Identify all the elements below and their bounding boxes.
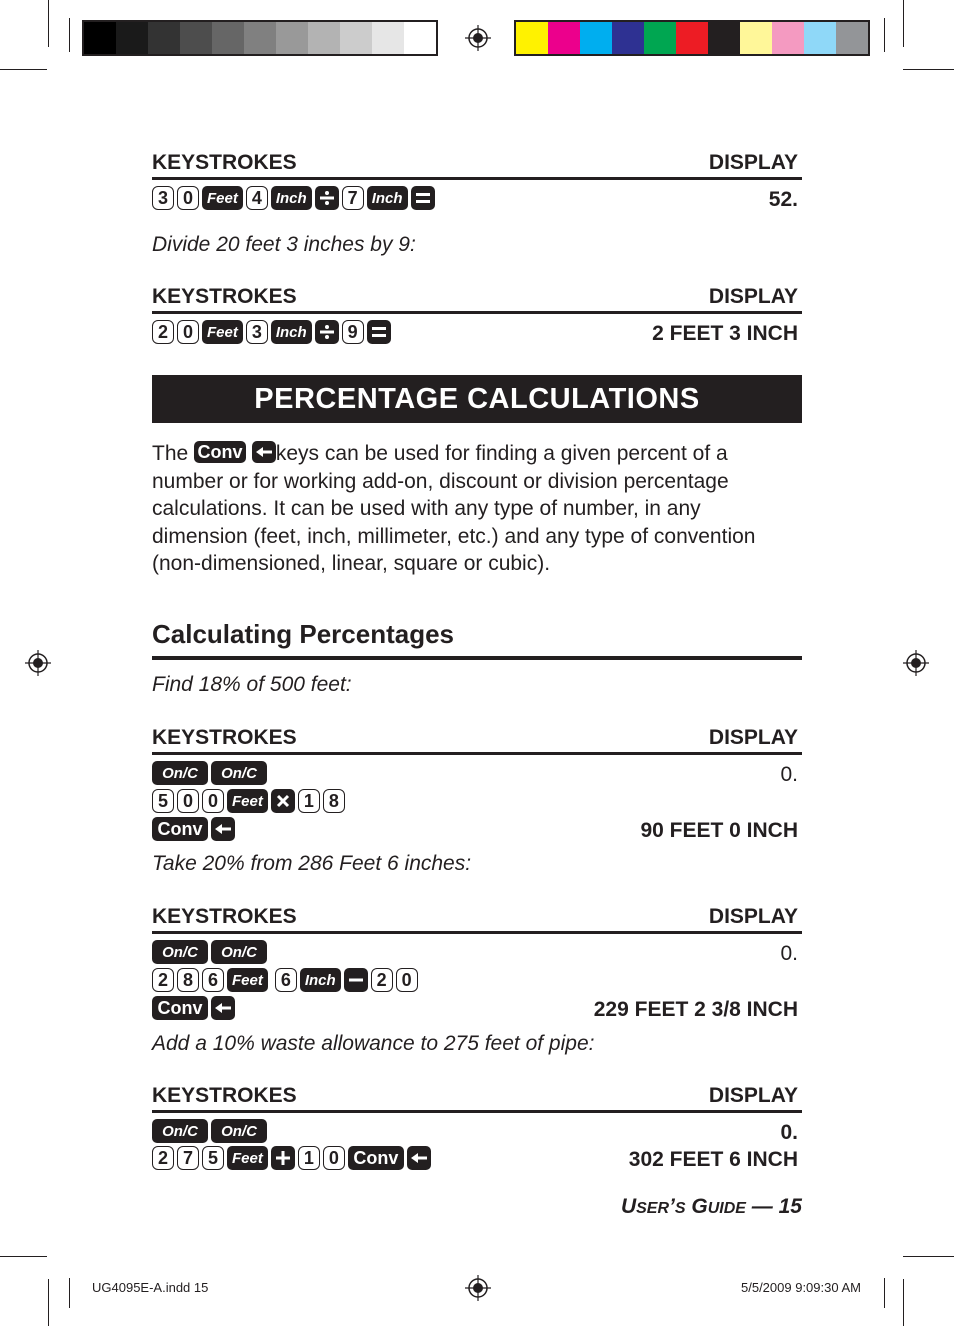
key-0: 0 bbox=[202, 789, 224, 813]
key-5: 5 bbox=[152, 789, 174, 813]
footer-apostrophe: ’ bbox=[669, 1195, 675, 1218]
registration-mark-icon bbox=[25, 650, 51, 676]
keystrokes-label: KEYSTROKES bbox=[152, 726, 297, 749]
keystrokes-header bbox=[152, 720, 802, 755]
keystrokes-header bbox=[152, 1078, 802, 1113]
key-1: 1 bbox=[298, 789, 320, 813]
display-value: 90 FEET 0 INCH bbox=[640, 819, 798, 842]
key-2: 2 bbox=[152, 320, 174, 344]
process-swatch bbox=[516, 22, 548, 54]
key-8: 8 bbox=[177, 968, 199, 992]
footer-letter: U bbox=[620, 1195, 637, 1218]
key-on-clear: On/C bbox=[152, 761, 208, 785]
divide-key-icon bbox=[315, 186, 339, 210]
key-0: 0 bbox=[177, 789, 199, 813]
subheading: Calculating Percentages bbox=[152, 619, 802, 660]
key-conv: Conv bbox=[152, 817, 208, 841]
minus-key-icon bbox=[344, 968, 368, 992]
key-3: 3 bbox=[152, 186, 174, 210]
keystroke-row bbox=[152, 1119, 802, 1147]
process-swatch bbox=[644, 22, 676, 54]
gray-swatch bbox=[340, 22, 372, 54]
process-swatch bbox=[836, 22, 868, 54]
key-3: 3 bbox=[246, 320, 268, 344]
gray-swatch bbox=[404, 22, 436, 54]
key-4: 4 bbox=[246, 186, 268, 210]
key-5: 5 bbox=[202, 1146, 224, 1170]
key-6: 6 bbox=[202, 968, 224, 992]
keystroke-row bbox=[152, 320, 802, 348]
process-swatch bbox=[548, 22, 580, 54]
percent-key-icon bbox=[211, 817, 235, 841]
key-0: 0 bbox=[323, 1146, 345, 1170]
key-conv: Conv bbox=[152, 996, 208, 1020]
equals-key-icon bbox=[411, 186, 435, 210]
key-conv: Conv bbox=[194, 441, 246, 463]
key-0: 0 bbox=[177, 186, 199, 210]
key-on-clear: On/C bbox=[211, 940, 267, 964]
equals-key-icon bbox=[367, 320, 391, 344]
divide-key-icon bbox=[315, 320, 339, 344]
paragraph-body: keys can be used for finding a given percent of a number or for working add-on, discount or division percentage calculations. It can be used with any type of number, in any dimension (feet, inch, millimeter, etc.) and any type of convention (non-dimensioned, linear, square or cubic). bbox=[152, 442, 756, 575]
key-0: 0 bbox=[177, 320, 199, 344]
display-value: 302 FEET 6 INCH bbox=[628, 1148, 798, 1171]
keystrokes-header bbox=[152, 899, 802, 934]
key-feet: Feet bbox=[202, 320, 243, 344]
display-label: DISPLAY bbox=[708, 1084, 798, 1107]
example-intro: Divide 20 feet 3 inches by 9: bbox=[152, 233, 416, 256]
key-inch: Inch bbox=[367, 186, 408, 210]
keystroke-row bbox=[152, 940, 802, 968]
page-content bbox=[152, 145, 802, 1225]
key-feet: Feet bbox=[227, 1146, 268, 1170]
key-6: 6 bbox=[275, 968, 297, 992]
process-swatch bbox=[676, 22, 708, 54]
date-slug: 5/5/2009 9:09:30 AM bbox=[741, 1280, 861, 1295]
gray-swatch bbox=[116, 22, 148, 54]
percent-key-icon bbox=[407, 1146, 431, 1170]
keystrokes-label: KEYSTROKES bbox=[152, 285, 297, 308]
percent-key-icon bbox=[211, 996, 235, 1020]
display-value: 2 FEET 3 INCH bbox=[652, 322, 798, 345]
keystroke-row bbox=[152, 1146, 802, 1174]
footer-smallcaps: S bbox=[674, 1200, 686, 1217]
grayscale-color-bar bbox=[82, 20, 438, 56]
keystroke-row bbox=[152, 186, 802, 214]
keystrokes-label: KEYSTROKES bbox=[152, 151, 297, 174]
key-inch: Inch bbox=[300, 968, 341, 992]
key-on-clear: On/C bbox=[152, 1119, 208, 1143]
gray-swatch bbox=[180, 22, 212, 54]
key-feet: Feet bbox=[202, 186, 243, 210]
display-value: 52. bbox=[768, 188, 798, 211]
key-on-clear: On/C bbox=[211, 1119, 267, 1143]
gray-swatch bbox=[244, 22, 276, 54]
display-label: DISPLAY bbox=[708, 905, 798, 928]
display-value: 0. bbox=[780, 1121, 798, 1144]
file-slug: UG4095E-A.indd 15 bbox=[92, 1280, 209, 1295]
gray-swatch bbox=[372, 22, 404, 54]
display-value: 229 FEET 2 3/8 INCH bbox=[593, 998, 798, 1021]
process-color-bar bbox=[514, 20, 870, 56]
key-inch: Inch bbox=[271, 186, 312, 210]
keystrokes-label: KEYSTROKES bbox=[152, 1084, 297, 1107]
key-7: 7 bbox=[342, 186, 364, 210]
intro-paragraph bbox=[152, 440, 802, 578]
key-feet: Feet bbox=[227, 789, 268, 813]
keystroke-row bbox=[152, 789, 802, 817]
key-7: 7 bbox=[177, 1146, 199, 1170]
key-2: 2 bbox=[152, 968, 174, 992]
key-1: 1 bbox=[298, 1146, 320, 1170]
page-footer bbox=[621, 1195, 802, 1219]
process-swatch bbox=[708, 22, 740, 54]
page-number: — 15 bbox=[751, 1195, 802, 1218]
key-on-clear: On/C bbox=[211, 761, 267, 785]
key-conv: Conv bbox=[348, 1146, 404, 1170]
key-0: 0 bbox=[396, 968, 418, 992]
multiply-key-icon bbox=[271, 789, 295, 813]
display-label: DISPLAY bbox=[708, 726, 798, 749]
key-inch: Inch bbox=[271, 320, 312, 344]
plus-key-icon bbox=[271, 1146, 295, 1170]
display-label: DISPLAY bbox=[708, 285, 798, 308]
footer-smallcaps: SER bbox=[636, 1200, 670, 1217]
keystrokes-header bbox=[152, 279, 802, 314]
footer-letter: G bbox=[691, 1195, 708, 1218]
example-intro: Take 20% from 286 Feet 6 inches: bbox=[152, 852, 472, 875]
gray-swatch bbox=[276, 22, 308, 54]
keystroke-row bbox=[152, 968, 802, 996]
key-2: 2 bbox=[371, 968, 393, 992]
key-feet: Feet bbox=[227, 968, 268, 992]
process-swatch bbox=[772, 22, 804, 54]
example-intro: Find 18% of 500 feet: bbox=[152, 673, 352, 696]
display-value: 0. bbox=[780, 763, 798, 786]
process-swatch bbox=[580, 22, 612, 54]
paragraph-lead: The bbox=[152, 442, 189, 465]
keystroke-row bbox=[152, 761, 802, 789]
example-intro: Add a 10% waste allowance to 275 feet of pipe: bbox=[152, 1032, 595, 1055]
percent-key-icon bbox=[252, 441, 276, 463]
registration-mark-icon bbox=[903, 650, 929, 676]
gray-swatch bbox=[84, 22, 116, 54]
keystroke-row bbox=[152, 996, 802, 1024]
registration-mark-icon bbox=[465, 1275, 491, 1301]
display-value: 0. bbox=[780, 942, 798, 965]
footer-smallcaps: UIDE bbox=[707, 1200, 746, 1217]
key-2: 2 bbox=[152, 1146, 174, 1170]
key-8: 8 bbox=[323, 789, 345, 813]
process-swatch bbox=[740, 22, 772, 54]
key-on-clear: On/C bbox=[152, 940, 208, 964]
keystroke-row bbox=[152, 817, 802, 845]
keystrokes-header bbox=[152, 145, 802, 180]
section-banner: PERCENTAGE CALCULATIONS bbox=[152, 375, 802, 423]
key-9: 9 bbox=[342, 320, 364, 344]
gray-swatch bbox=[148, 22, 180, 54]
process-swatch bbox=[612, 22, 644, 54]
keystrokes-label: KEYSTROKES bbox=[152, 905, 297, 928]
gray-swatch bbox=[212, 22, 244, 54]
display-label: DISPLAY bbox=[708, 151, 798, 174]
gray-swatch bbox=[308, 22, 340, 54]
process-swatch bbox=[804, 22, 836, 54]
registration-mark-icon bbox=[465, 25, 491, 51]
